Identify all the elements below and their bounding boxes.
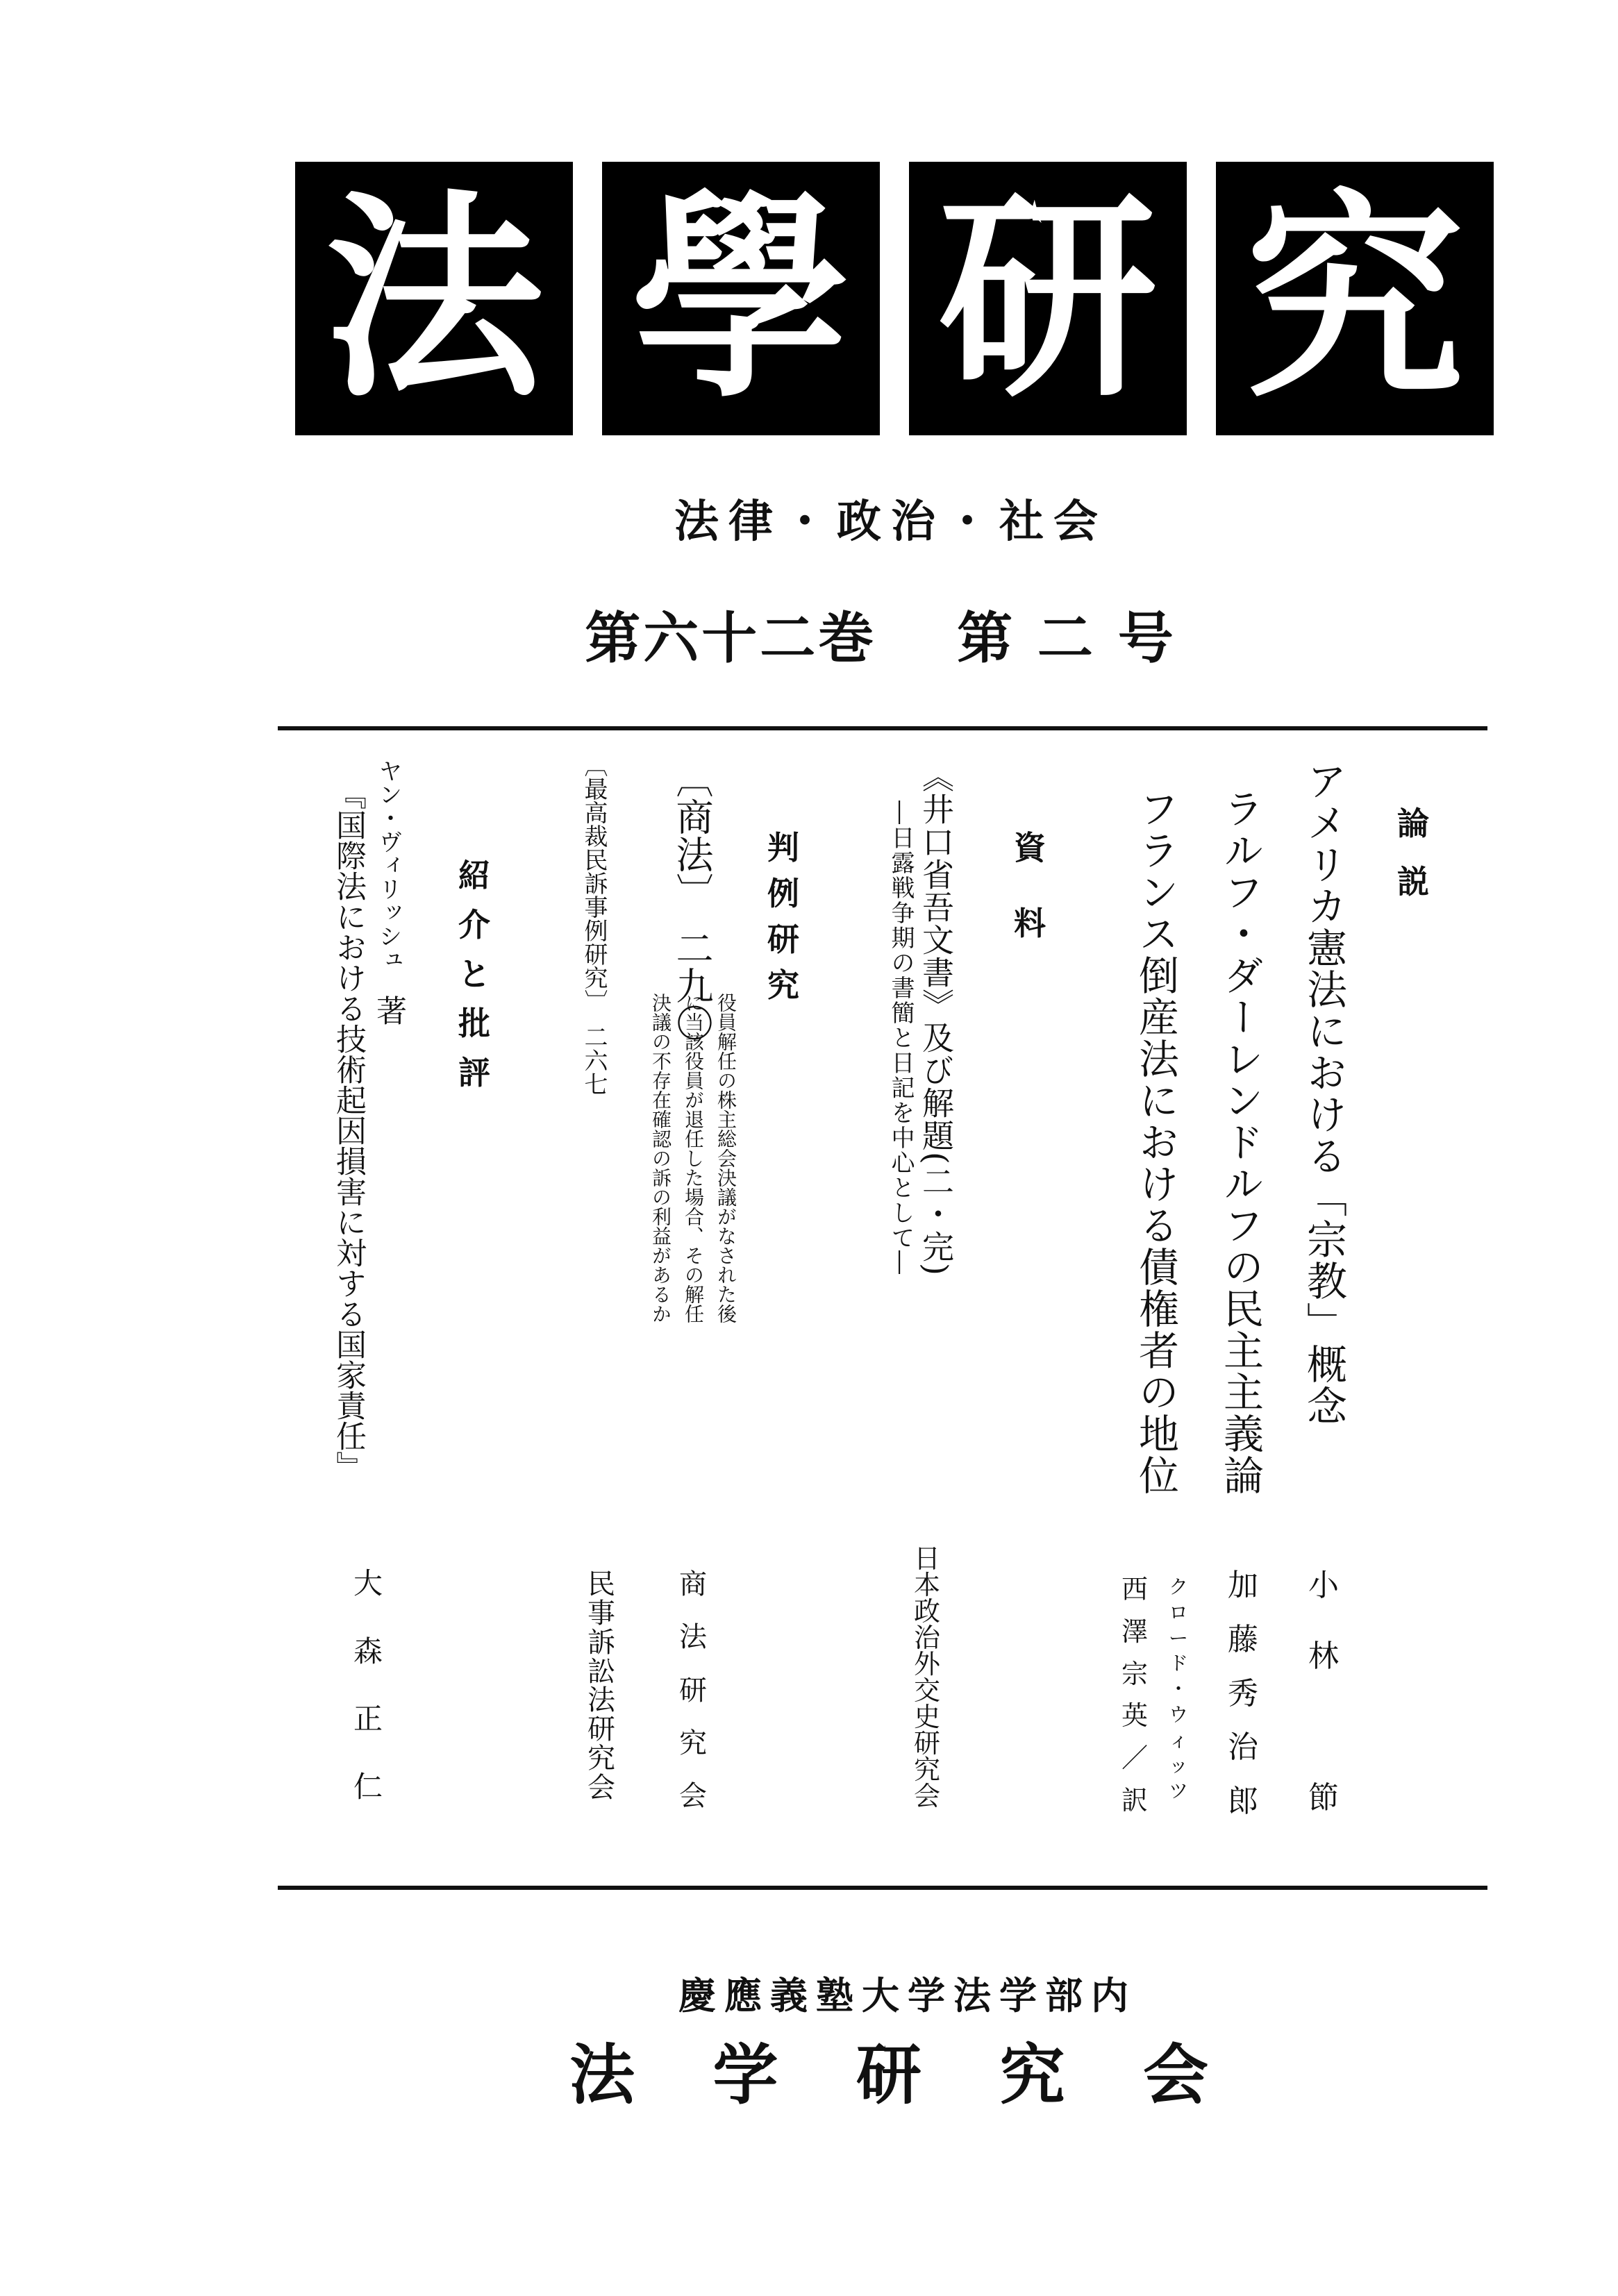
char: 事 bbox=[587, 1597, 615, 1629]
char: 加 bbox=[1228, 1568, 1258, 1603]
article-title-4: 《井口省吾文書》及び解題(二・完) bbox=[917, 760, 955, 1276]
article-title-1: アメリカ憲法における「宗教」概念 bbox=[1300, 760, 1347, 1427]
author-review bbox=[353, 1566, 383, 1804]
masthead-block-gaku: 學 bbox=[602, 162, 880, 435]
author-article3-original bbox=[1169, 1577, 1188, 1801]
char: 西 bbox=[1121, 1574, 1149, 1604]
char: ー bbox=[1169, 1626, 1189, 1650]
char: 資 bbox=[1014, 829, 1046, 866]
char bbox=[1308, 1712, 1339, 1743]
char: と bbox=[458, 955, 490, 993]
char: 訴 bbox=[587, 1626, 615, 1659]
char: 訳 bbox=[1121, 1784, 1149, 1816]
char: 治 bbox=[1228, 1729, 1258, 1766]
char: 学 bbox=[712, 2037, 778, 2113]
section-header-shokai bbox=[458, 850, 490, 1093]
char: 治 bbox=[914, 1623, 941, 1653]
case2-label: 〔最高裁民訴事例研究〕 二六七 bbox=[580, 753, 608, 1096]
char: 政 bbox=[914, 1596, 941, 1627]
char: 究 bbox=[914, 1754, 941, 1785]
char: 研 bbox=[856, 2037, 921, 2113]
char: ッ bbox=[1169, 1754, 1189, 1777]
section-header-ronsetsu bbox=[1397, 798, 1429, 903]
char: 究 bbox=[999, 2037, 1065, 2113]
char: ク bbox=[1169, 1575, 1189, 1598]
masthead-block-ho: 法 bbox=[295, 162, 573, 435]
volume-issue-line: 第六十二巻 第 二 号 bbox=[585, 606, 1176, 671]
case1-note-line1: 役員解任の株主総会決議がなされた後 bbox=[715, 993, 737, 1323]
char: 英 bbox=[1121, 1700, 1149, 1732]
review-author-name: ヤン・ヴィリッシュ bbox=[374, 759, 402, 995]
char: 交 bbox=[914, 1675, 941, 1706]
char: 法 bbox=[587, 1684, 615, 1717]
publisher-affiliation: 慶應義塾大学法学部内 bbox=[678, 1974, 1137, 2018]
char: 法 bbox=[679, 1621, 707, 1654]
toc-top-rule bbox=[278, 726, 1487, 730]
char: 批 bbox=[458, 1005, 490, 1042]
char: 民 bbox=[587, 1568, 615, 1600]
char: 究 bbox=[767, 966, 799, 1004]
case1-label: 〔商法〕 二九〇 bbox=[670, 760, 714, 1041]
review-book-title: 『国際法における技術起因損害に対する国家責任』 bbox=[331, 779, 366, 1482]
char: 評 bbox=[458, 1054, 490, 1091]
char: 節 bbox=[1308, 1780, 1339, 1816]
char: 大 bbox=[353, 1566, 383, 1600]
char: 宗 bbox=[1121, 1658, 1149, 1689]
char: 説 bbox=[1397, 863, 1429, 900]
char: 会 bbox=[587, 1771, 615, 1804]
char: 商 bbox=[679, 1568, 707, 1600]
char: 研 bbox=[767, 921, 799, 958]
publisher-name bbox=[569, 2037, 1208, 2113]
char: 林 bbox=[1308, 1639, 1339, 1674]
char: 紹 bbox=[458, 857, 490, 894]
review-author-marker: 著 bbox=[371, 995, 406, 1025]
article-title-2: ラルフ・ダーレンドルフの民主主義論 bbox=[1217, 788, 1264, 1496]
char: 介 bbox=[458, 906, 490, 944]
masthead-block-kyu: 究 bbox=[1216, 162, 1494, 435]
author-case2 bbox=[587, 1570, 615, 1802]
author-article1 bbox=[1308, 1568, 1339, 1816]
char: 藤 bbox=[1228, 1621, 1258, 1657]
char: 研 bbox=[679, 1674, 707, 1707]
char: ツ bbox=[1169, 1779, 1189, 1802]
toc-bottom-rule bbox=[278, 1886, 1487, 1890]
char: 訟 bbox=[587, 1655, 615, 1688]
review-book-author bbox=[371, 759, 406, 1025]
char: 外 bbox=[914, 1649, 941, 1679]
char: 論 bbox=[1397, 805, 1429, 842]
char: 正 bbox=[353, 1702, 383, 1736]
author-article3-translator bbox=[1121, 1574, 1149, 1816]
char: ロ bbox=[1169, 1600, 1189, 1624]
char: 判 bbox=[767, 829, 799, 866]
case1-note-line2: に当該役員が退任した場合、その解任 bbox=[682, 993, 705, 1323]
char: 史 bbox=[914, 1702, 941, 1732]
journal-subtitle: 法律・政治・社会 bbox=[674, 496, 1108, 548]
char: 森 bbox=[353, 1634, 383, 1668]
char: 仁 bbox=[353, 1769, 383, 1804]
article-title-3: フランス倒産法における債権者の地位 bbox=[1132, 788, 1179, 1496]
author-article4 bbox=[914, 1543, 941, 1811]
char: 研 bbox=[914, 1728, 941, 1759]
char: 秀 bbox=[1228, 1675, 1258, 1711]
char: 法 bbox=[569, 2037, 635, 2113]
char: 会 bbox=[1142, 2037, 1208, 2113]
char: 日 bbox=[914, 1543, 941, 1574]
char: 究 bbox=[679, 1727, 707, 1759]
char: 研 bbox=[587, 1713, 615, 1746]
char: ／ bbox=[1121, 1743, 1149, 1774]
case1-note-line3: 決議の不存在確認の訴の利益があるか bbox=[649, 993, 672, 1323]
masthead-block-ken: 研 bbox=[909, 162, 1187, 435]
section-header-hanrei bbox=[767, 823, 799, 1004]
char: 例 bbox=[767, 875, 799, 912]
author-case1 bbox=[679, 1570, 707, 1810]
author-article2 bbox=[1228, 1570, 1258, 1817]
char: ウ bbox=[1169, 1702, 1189, 1726]
char: ド bbox=[1169, 1652, 1189, 1675]
char: 会 bbox=[679, 1780, 707, 1812]
char: 究 bbox=[587, 1743, 615, 1775]
char: 本 bbox=[914, 1570, 941, 1600]
char: 澤 bbox=[1121, 1616, 1149, 1647]
char: ィ bbox=[1169, 1728, 1189, 1752]
masthead-title-blocks bbox=[295, 162, 1494, 435]
char: 小 bbox=[1308, 1568, 1339, 1603]
char: 料 bbox=[1014, 905, 1046, 942]
article-subtitle-4: ―日露戦争期の書簡と日記を中心として― bbox=[887, 801, 915, 1275]
section-header-shiryo bbox=[1014, 823, 1046, 944]
char: 会 bbox=[914, 1781, 941, 1811]
char: 郎 bbox=[1228, 1784, 1258, 1819]
char: ・ bbox=[1169, 1677, 1189, 1700]
